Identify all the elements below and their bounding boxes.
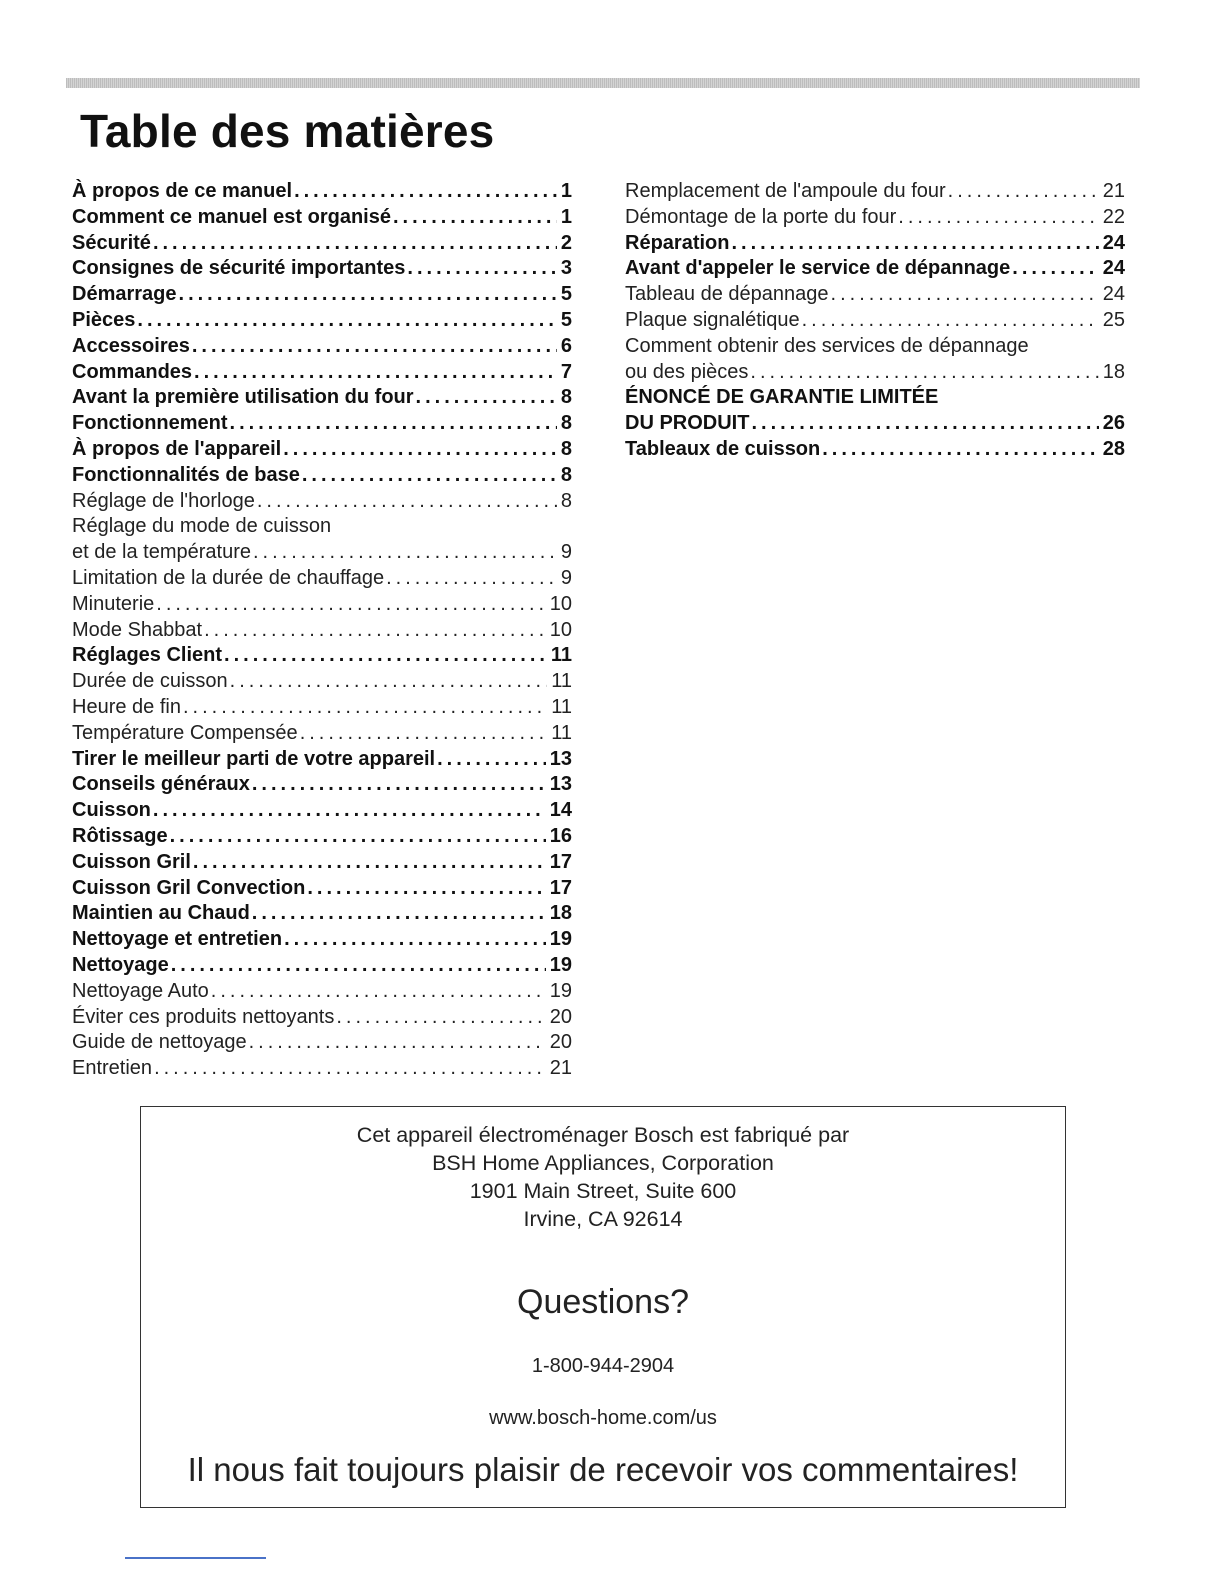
toc-dot-leader [407,256,556,282]
toc-entry-label: Commandes [72,360,193,383]
toc-entry-label: Accessoires [72,334,190,357]
toc-right-column [625,179,1125,463]
toc-entry-page: 8 [560,386,572,409]
toc-entry[interactable] [72,411,572,437]
toc-entry[interactable] [625,385,1125,411]
toc-entry-page: 11 [551,721,572,744]
toc-entry-page: 19 [549,928,572,951]
toc-dot-leader [194,360,557,386]
toc-entry[interactable] [72,334,572,360]
toc-entry-page: 20 [549,1005,572,1028]
toc-entry-page: 10 [549,592,572,615]
toc-entry[interactable] [72,463,572,489]
toc-entry-label: Cuisson Gril Convection [72,876,306,899]
toc-dot-leader [750,360,1098,386]
toc-entry[interactable] [72,1056,572,1082]
toc-entry[interactable] [72,1005,572,1031]
toc-entry[interactable] [72,437,572,463]
manufacturer-address [141,1121,1065,1233]
toc-entry[interactable] [625,282,1125,308]
toc-entry[interactable] [72,747,572,773]
toc-entry[interactable] [625,411,1125,437]
toc-entry[interactable] [625,256,1125,282]
toc-entry-page: 6 [560,334,572,357]
toc-entry[interactable] [72,540,572,566]
toc-entry-label: Tirer le meilleur parti de votre appareil [72,747,436,770]
toc-entry-label: Consignes de sécurité importantes [72,257,406,280]
toc-dot-leader [751,411,1098,437]
toc-entry-label: Durée de cuisson [72,670,228,693]
toc-dot-leader [193,850,546,876]
toc-dot-leader [230,669,548,695]
toc-entry-label: À propos de l'appareil [72,437,282,460]
toc-dot-leader [300,721,548,747]
toc-entry-label: et de la température [72,541,251,564]
toc-entry-label: À propos de ce manuel [72,180,293,202]
toc-entry[interactable] [72,721,572,747]
toc-entry[interactable] [625,360,1125,386]
toc-dot-leader [156,592,545,618]
toc-dot-leader [204,618,546,644]
toc-entry[interactable] [72,953,572,979]
toc-dot-leader [393,205,557,231]
toc-entry[interactable] [72,850,572,876]
toc-entry[interactable] [72,669,572,695]
toc-entry[interactable] [72,256,572,282]
toc-entry-label: Fonctionnalités de base [72,463,300,486]
toc-dot-leader [179,282,557,308]
toc-entry[interactable] [72,179,572,205]
toc-entry-page: 21 [1102,180,1125,202]
toc-entry-label: Plaque signalétique [625,308,800,331]
toc-entry[interactable] [72,643,572,669]
toc-entry[interactable] [625,205,1125,231]
toc-dot-leader [154,1056,546,1082]
website-link[interactable]: www.bosch-home.com/us [489,1407,717,1429]
toc-entry[interactable] [72,979,572,1005]
toc-entry-page: 8 [560,489,572,512]
toc-entry-label: Comment ce manuel est organisé [72,205,391,228]
toc-entry-page: 9 [560,541,572,564]
toc-entry-label: ÉNONCÉ DE GARANTIE LIMITÉE [625,386,939,409]
toc-entry-page: 5 [560,308,572,331]
toc-entry-page: 18 [549,902,572,925]
toc-entry[interactable] [72,798,572,824]
toc-entry-page: 8 [560,437,572,460]
toc-entry[interactable] [72,618,572,644]
toc-dot-leader [257,489,557,515]
toc-entry-page: 24 [1102,231,1125,254]
toc-entry-page: 3 [560,257,572,280]
toc-entry[interactable] [625,179,1125,205]
toc-entry-page: 14 [549,799,572,822]
page-title: Table des matières [80,105,495,157]
toc-entry-label: ou des pièces [625,360,749,383]
toc-entry-label: Démontage de la porte du four [625,205,897,228]
toc-dot-leader [948,179,1099,205]
toc-dot-leader [211,979,546,1005]
toc-entry-label: Réglage du mode de cuisson [72,515,332,538]
toc-dot-leader [224,643,547,669]
toc-entry-label: Rôtissage [72,824,168,847]
toc-dot-leader [284,927,546,953]
top-divider-bar [66,78,1140,88]
toc-entry-label: Réglages Client [72,644,223,667]
toc-entry[interactable] [72,695,572,721]
address-line: Irvine, CA 92614 [523,1207,683,1231]
toc-dot-leader [898,205,1098,231]
toc-entry[interactable] [72,566,572,592]
toc-dot-leader [294,179,557,205]
toc-dot-leader [283,437,557,463]
toc-dot-leader [822,437,1099,463]
toc-entry-page: 10 [549,618,572,641]
toc-entry-page: 8 [560,412,572,435]
toc-entry-page: 13 [549,773,572,796]
toc-entry-page: 2 [560,231,572,254]
toc-entry[interactable] [72,824,572,850]
toc-entry-label: Conseils généraux [72,773,250,796]
toc-dot-leader [153,231,557,257]
toc-left-column [72,179,572,1082]
toc-entry-page: 9 [560,566,572,589]
toc-entry-page: 11 [550,644,572,667]
toc-entry-page: 18 [1102,360,1125,383]
toc-entry-label: Température Compensée [72,721,298,744]
toc-entry[interactable] [72,514,572,540]
toc-dot-leader [153,798,546,824]
toc-entry-page: 7 [560,360,572,383]
toc-entry-label: Guide de nettoyage [72,1031,247,1054]
toc-dot-leader [731,231,1098,257]
footer-rule [125,1557,266,1559]
toc-entry-label: Pièces [72,308,136,331]
toc-entry-label: Minuterie [72,592,155,615]
toc-dot-leader [831,282,1099,308]
phone-number: 1-800-944-2904 [531,1355,675,1377]
toc-entry-label: Éviter ces produits nettoyants [72,1005,335,1028]
toc-entry[interactable] [72,901,572,927]
toc-entry-page: 22 [1102,205,1125,228]
toc-entry[interactable] [72,308,572,334]
toc-entry-page: 19 [549,953,572,976]
toc-dot-leader [252,901,546,927]
toc-entry[interactable] [72,876,572,902]
toc-entry-page: 21 [549,1057,572,1080]
toc-entry-page: 26 [1102,412,1125,435]
toc-dot-leader [249,1030,546,1056]
toc-dot-leader [336,1005,545,1031]
toc-dot-leader [416,385,557,411]
toc-entry-label: Tableau de dépannage [625,283,829,306]
toc-dot-leader [170,824,546,850]
toc-entry-page: 28 [1102,437,1125,460]
toc-entry-label: Heure de fin [72,695,181,718]
toc-dot-leader [437,747,546,773]
toc-entry-label: Entretien [72,1057,153,1080]
toc-entry-label: Limitation de la durée de chauffage [72,566,385,589]
toc-entry-page: 17 [549,850,572,873]
toc-dot-leader [302,463,557,489]
toc-entry-label: Avant la première utilisation du four [72,386,414,409]
toc-dot-leader [137,308,556,334]
address-line: Cet appareil électroménager Bosch est fabriqué par [356,1123,850,1147]
toc-entry-page: 24 [1102,257,1125,280]
toc-entry[interactable] [72,282,572,308]
toc-entry-label: Réglage de l'horloge [72,489,255,512]
toc-entry-label: Nettoyage et entretien [72,928,283,951]
toc-entry-label: Fonctionnement [72,412,228,435]
toc-entry-label: Cuisson Gril [72,850,191,873]
toc-entry-label: Tableaux de cuisson [625,437,821,460]
toc-entry-page: 19 [549,979,572,1002]
toc-entry-page: 17 [549,876,572,899]
toc-entry-page: 20 [549,1031,572,1054]
toc-entry-label: Maintien au Chaud [72,902,250,925]
toc-entry[interactable] [72,772,572,798]
toc-dot-leader [230,411,557,437]
toc-entry-label: Démarrage [72,283,177,306]
toc-entry-page: 1 [560,180,572,202]
toc-entry-label: Réparation [625,231,730,254]
toc-dot-leader [1012,256,1098,282]
toc-entry[interactable] [625,231,1125,257]
toc-entry[interactable] [72,927,572,953]
toc-dot-leader [192,334,557,360]
toc-entry-label: DU PRODUIT [625,412,750,435]
toc-dot-leader [183,695,547,721]
toc-dot-leader [802,308,1099,334]
toc-dot-leader [253,540,557,566]
toc-entry[interactable] [72,1030,572,1056]
toc-entry[interactable] [625,308,1125,334]
toc-entry[interactable] [72,205,572,231]
toc-entry-page: 25 [1102,308,1125,331]
toc-entry[interactable] [72,489,572,515]
toc-entry-page: 1 [560,205,572,228]
toc-entry-label: Nettoyage Auto [72,979,209,1002]
toc-entry-label: Cuisson [72,799,151,822]
toc-dot-leader [307,876,545,902]
toc-entry-label: Comment obtenir des services de dépannage [625,334,1029,357]
toc-entry-page: 8 [560,463,572,486]
feedback-message: Il nous fait toujours plaisir de recevoir vos commentaires! [187,1451,1019,1488]
toc-entry[interactable] [72,360,572,386]
address-line: BSH Home Appliances, Corporation [432,1151,774,1175]
toc-dot-leader [171,953,546,979]
toc-entry[interactable] [72,385,572,411]
contact-info-box [140,1106,1066,1508]
toc-entry[interactable] [625,437,1125,463]
toc-entry-label: Nettoyage [72,953,169,976]
toc-entry[interactable] [72,592,572,618]
toc-entry-page: 16 [549,824,572,847]
toc-entry-label: Avant d'appeler le service de dépannage [625,257,1011,280]
toc-dot-leader [386,566,557,592]
toc-dot-leader [252,772,546,798]
toc-entry[interactable] [72,231,572,257]
toc-entry-page: 11 [551,695,572,718]
toc-entry-page: 13 [549,747,572,770]
questions-heading: Questions? [517,1283,689,1321]
toc-entry-page: 5 [560,283,572,306]
toc-entry-page: 24 [1102,283,1125,306]
toc-entry-label: Sécurité [72,231,151,254]
toc-entry-label: Mode Shabbat [72,618,203,641]
toc-entry-label: Remplacement de l'ampoule du four [625,180,946,202]
toc-entry-page: 11 [551,670,572,693]
address-line: 1901 Main Street, Suite 600 [469,1179,737,1203]
toc-entry[interactable] [625,334,1125,360]
